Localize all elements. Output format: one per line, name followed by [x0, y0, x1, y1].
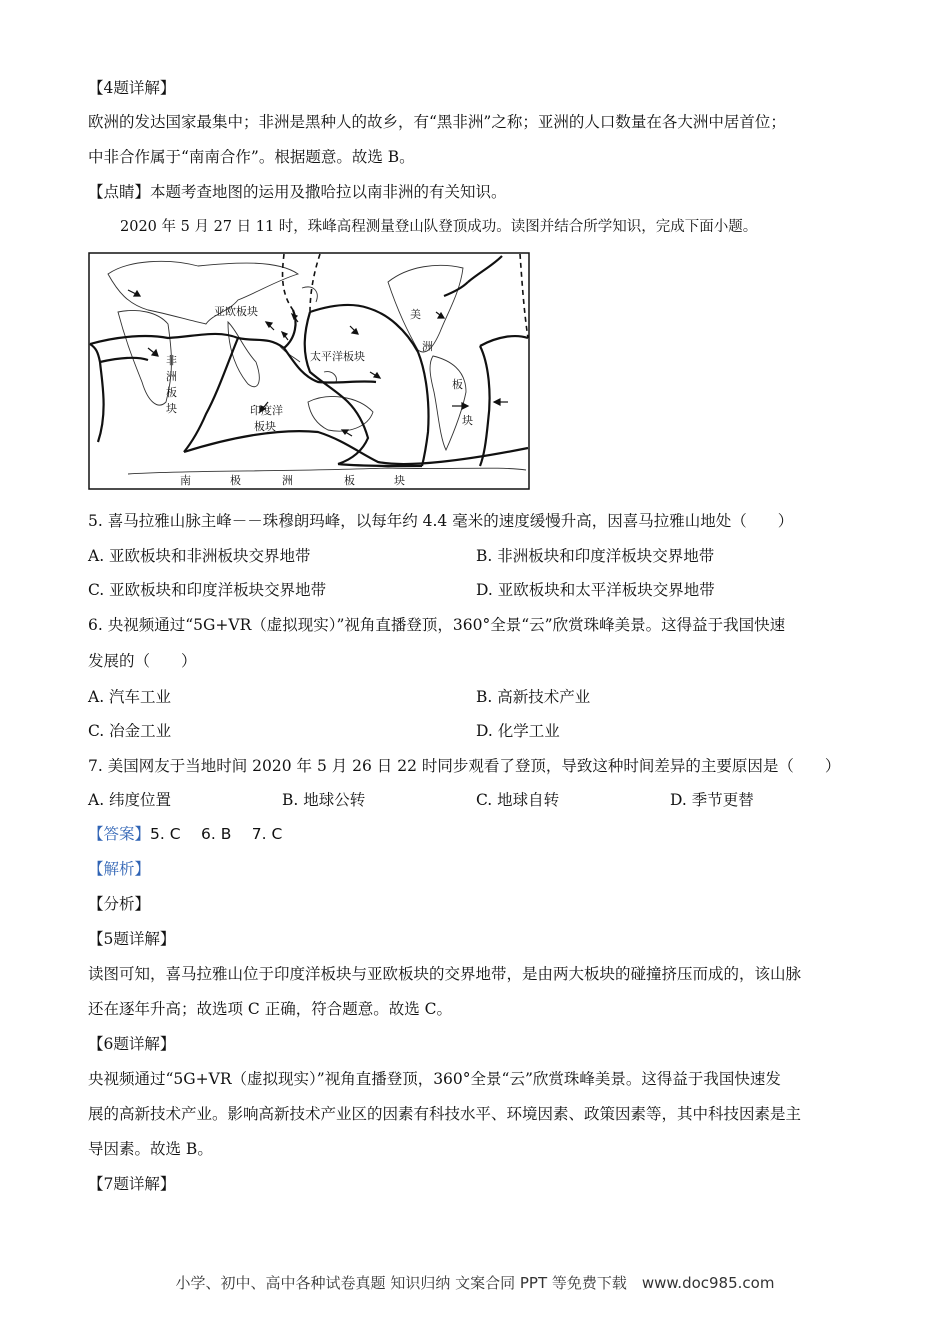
- label-america-4: 块: [462, 414, 473, 427]
- q6-option-a: A. 汽车工业: [88, 688, 172, 706]
- section6-heading: 【6题详解】: [88, 1035, 176, 1053]
- label-america-1: 美: [410, 308, 421, 321]
- label-africa-1: 非: [166, 354, 177, 367]
- q7-stem: 7. 美国网友于当地时间 2020 年 5 月 26 日 22 时同步观看了登顶，导致这种时间差异的主要原因是（ ）: [88, 757, 841, 775]
- question-intro: 2020 年 5 月 27 日 11 时，珠峰高程测量登山队登顶成功。读图并结合所学知识，完成下面小题。: [120, 219, 758, 235]
- plate-map: [88, 252, 530, 490]
- label-america-2: 洲: [422, 340, 433, 353]
- label-antarctic-4: 板: [344, 474, 355, 487]
- q7-option-c: C. 地球自转: [476, 791, 560, 809]
- q6-option-d: D. 化学工业: [476, 722, 560, 740]
- label-antarctic-1: 南: [180, 474, 191, 487]
- label-africa-2: 洲: [166, 370, 177, 383]
- section6-text-line1: 央视频通过“5G+VR（虚拟现实）”视角直播登顶，360°全景“云”欣赏珠峰美景。这得益于我国快速发: [88, 1070, 781, 1088]
- fenxi-label: 【分析】: [88, 895, 151, 913]
- q5-option-b: B. 非洲板块和印度洋板块交界地带: [476, 547, 715, 565]
- label-antarctic-3: 洲: [282, 474, 293, 487]
- section5-heading: 【5题详解】: [88, 930, 176, 948]
- q6-stem-line2: 发展的（ ）: [88, 652, 197, 670]
- q6-option-b: B. 高新技术产业: [476, 688, 591, 706]
- section5-text-line2: 还在逐年升高；故选项 C 正确，符合题意。故选 C。: [88, 1000, 453, 1018]
- label-africa-3: 板: [166, 386, 177, 399]
- label-antarctic-5: 块: [394, 474, 405, 487]
- section4-text-line1: 欧洲的发达国家最集中；非洲是黑种人的故乡，有“黑非洲”之称；亚洲的人口数量在各大洲中居首位；: [88, 113, 786, 131]
- q5-option-c: C. 亚欧板块和印度洋板块交界地带: [88, 581, 327, 599]
- label-antarctic-2: 极: [230, 474, 241, 487]
- q5-option-a: A. 亚欧板块和非洲板块交界地带: [88, 547, 311, 565]
- q6-stem-line1: 6. 央视频通过“5G+VR（虚拟现实）”视角直播登顶，360°全景“云”欣赏珠峰美景。这得益于我国快速: [88, 616, 786, 634]
- analysis-label: 【解析】: [88, 860, 151, 878]
- q7-option-a: A. 纬度位置: [88, 791, 172, 809]
- label-eurasian-plate: 亚欧板块: [214, 305, 258, 318]
- answer-text: 5. C 6. B 7. C: [150, 825, 283, 843]
- label-indian-2: 板块: [254, 420, 276, 433]
- section6-text-line3: 导因素。故选 B。: [88, 1140, 213, 1158]
- label-africa-4: 块: [166, 402, 177, 415]
- section6-text-line2: 展的高新技术产业。影响高新技术产业区的因素有科技水平、环境因素、政策因素等，其中科技因素是主: [88, 1105, 802, 1123]
- q7-option-d: D. 季节更替: [670, 791, 754, 809]
- comment-text: 【点睛】本题考查地图的运用及撒哈拉以南非洲的有关知识。: [88, 183, 507, 201]
- label-indian-1: 印度洋: [250, 404, 283, 417]
- section7-heading: 【7题详解】: [88, 1175, 176, 1193]
- section5-text-line1: 读图可知，喜马拉雅山位于印度洋板块与亚欧板块的交界地带，是由两大板块的碰撞挤压而成的，该山脉: [88, 965, 802, 983]
- answer-line: [88, 823, 282, 845]
- q5-stem: 5. 喜马拉雅山脉主峰－－珠穆朗玛峰，以每年约 4.4 毫米的速度缓慢升高，因喜马拉雅山地处（ ）: [88, 512, 794, 530]
- footer-text: 小学、初中、高中各种试卷真题 知识归纳 文案合同 PPT 等免费下载 www.doc985.com: [175, 1274, 775, 1292]
- label-america-3: 板: [452, 378, 463, 391]
- q5-option-d: D. 亚欧板块和太平洋板块交界地带: [476, 581, 715, 599]
- section4-heading: 【4题详解】: [88, 79, 176, 97]
- answer-label: 【答案】: [88, 825, 151, 843]
- q7-option-b: B. 地球公转: [282, 791, 366, 809]
- q6-option-c: C. 冶金工业: [88, 722, 172, 740]
- label-pacific-plate: 太平洋板块: [310, 350, 365, 363]
- section4-text-line2: 中非合作属于“南南合作”。根据题意。故选 B。: [88, 148, 415, 166]
